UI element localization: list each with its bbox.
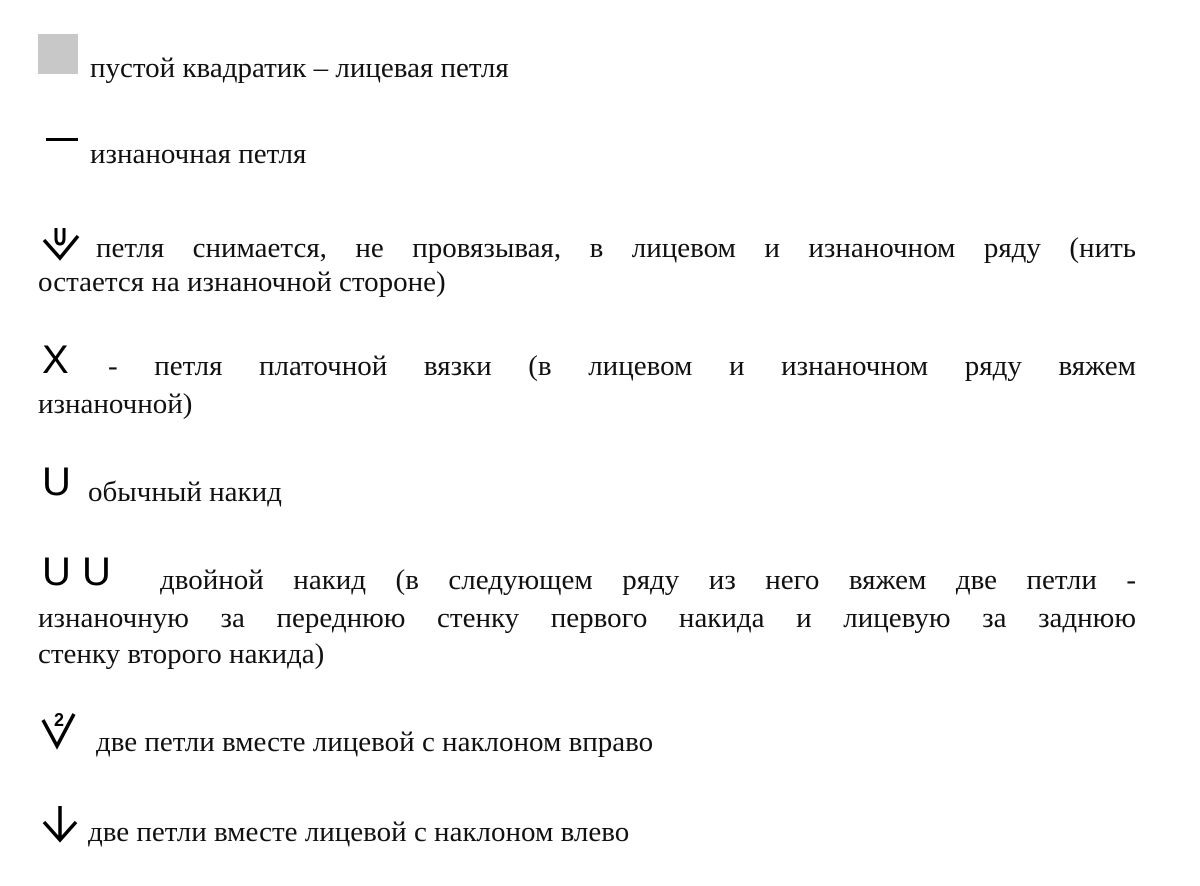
gray-square-icon [38, 34, 78, 74]
legend-text: петля снимается, не провязывая, в лицевом и изнаночном ряду (нить [96, 232, 1136, 264]
legend-text: изнаночной) [38, 388, 193, 420]
superscript-two: 2 [54, 710, 65, 730]
slipped-stitch-icon [40, 226, 84, 266]
legend-text: изнаночная петля [90, 138, 307, 170]
legend-text: двойной накид (в следующем ряду из него вяжем две петли - [160, 564, 1136, 596]
dash-icon [46, 138, 78, 141]
legend-text: две петли вместе лицевой с наклоном влево [88, 816, 630, 848]
k2tog-right-icon [40, 710, 84, 754]
legend-text: стенку второго накида) [38, 638, 325, 670]
legend-text: остается на изнаночной стороне) [38, 266, 446, 298]
u-icon: U [42, 460, 71, 504]
double-u-icon: U U [42, 550, 111, 594]
legend-text: две петли вместе лицевой с наклоном вправо [96, 726, 654, 758]
arrow-down-icon [40, 804, 80, 844]
legend-text: обычный накид [88, 476, 282, 508]
legend-text: - петля платочной вязки (в лицевом и изнаночном ряду вяжем [108, 350, 1136, 382]
x-icon: X [42, 338, 69, 382]
legend-text: пустой квадратик – лицевая петля [90, 52, 509, 84]
legend-text: изнаночную за переднюю стенку первого накида и лицевую за заднюю [38, 602, 1136, 634]
